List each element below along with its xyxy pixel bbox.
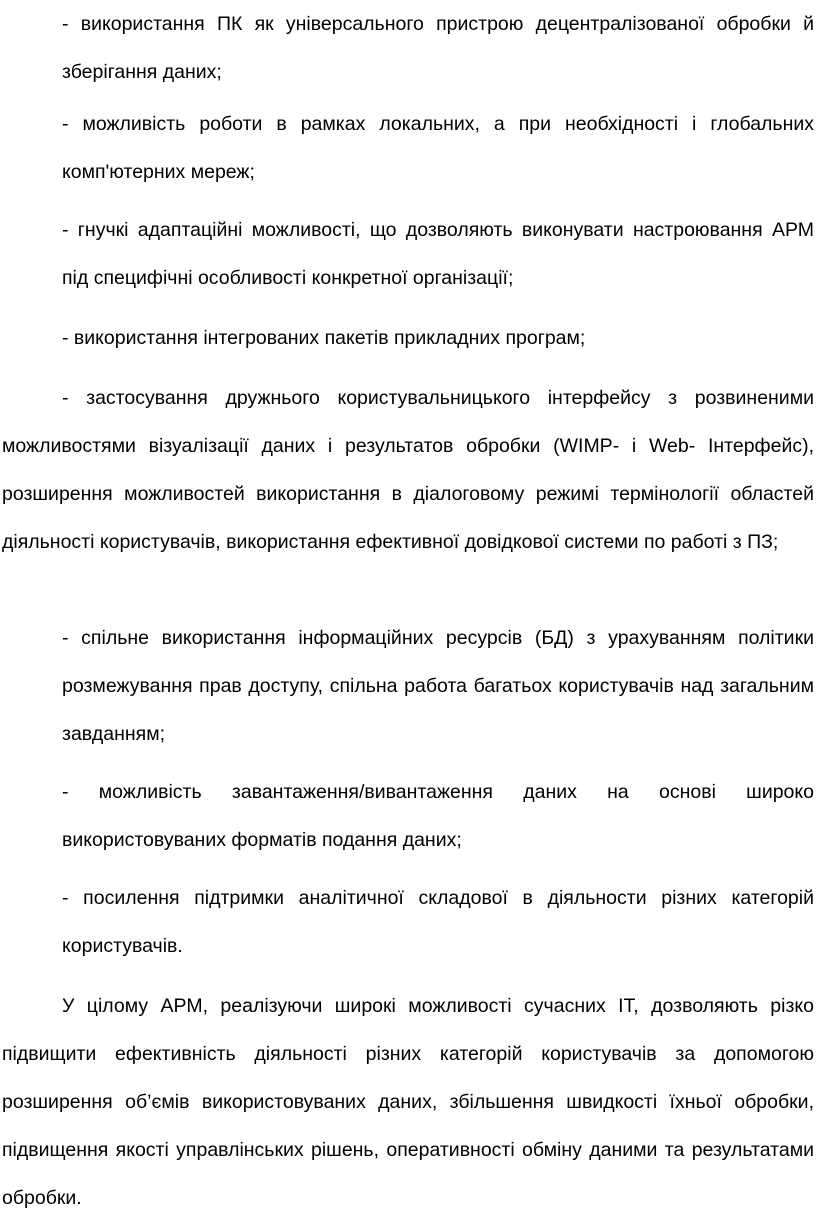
list-item-analytics-support: - посилення підтримки аналітичної складової в діяльности різних категорій користувачів. [62, 887, 814, 957]
list-item-friendly-interface: - застосування дружнього користувальницького інтерфейсу з розвиненими можливостями візуалізації даних і результатов обробки (WIMP- і Web- Інтерфейс), розширення можливостей використання в діалоговому режимі термінології областей діяльності користувачів, використання ефективної довідкової системи по работі з ПЗ; [2, 387, 814, 553]
list-item-pc-usage: - використання ПК як універсального пристрою децентралізованої обробки й зберігання даних; [62, 13, 814, 83]
list-item-integrated-packages: - використання інтегрованих пакетів прикладних програм; [62, 327, 586, 349]
list-item-network-work: - можливість роботи в рамках локальних, а при необхідності і глобальних комп'ютерних мереж; [62, 113, 814, 183]
list-item-shared-resources: - спільне використання інформаційних ресурсів (БД) з урахуванням політики розмежування прав доступу, спільна работа багатьох користувачів над загальним завданням; [62, 627, 814, 745]
list-item-data-import-export: - можливість завантаження/вивантаження даних на основі широко використовуваних форматів подання даних; [62, 781, 814, 851]
conclusion-paragraph: У цілому АРМ, реалізуючи широкі можливості сучасних ІТ, дозволяють різко підвищити ефективність діяльності різних категорій користувачів за допомогою розширення об’ємів використовуваних даних, збільшення швидкості їхньої обробки, підвищення якості управлінських рішень, оперативності обміну даними та результатами обробки. [2, 995, 814, 1209]
list-item-adaptation: - гнучкі адаптаційні можливості, що дозволяють виконувати настроювання АРМ під специфічні особливості конкретної організації; [62, 219, 814, 289]
